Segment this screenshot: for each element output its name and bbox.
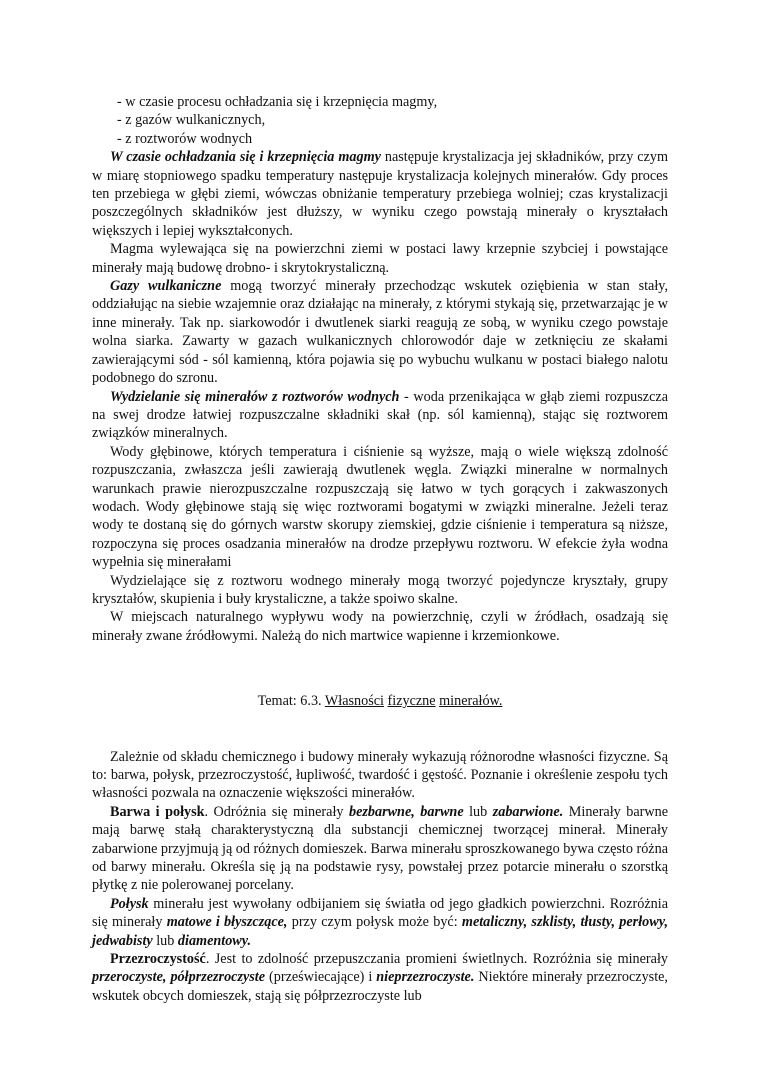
paragraph-text: (przeświecające) i [265, 969, 377, 986]
paragraph-text: lub [463, 803, 493, 820]
list-item: - z roztworów wodnych [117, 130, 253, 147]
title-word: Własności [324, 693, 384, 710]
emphasis: Gazy wulkaniczne [110, 278, 222, 295]
term: Połysk [110, 895, 149, 912]
paragraph-crystals: Wydzielające się z roztworu wodnego minerały mogą tworzyć pojedyncze kryształy, grupy kryształów, skupienia i buły krystaliczne, a także spoiwo skalne. [92, 572, 668, 607]
document-page [92, 93, 668, 1005]
paragraph-intro-properties: Zależnie od składu chemicznego i budowy minerały wykazują różnorodne własności fizyczne. Są to: barwa, połysk, przezroczystość, łupliwość, twardość i gęstość. Poznanie i określenie zespołu tych własności pozwala na oznaczenie większości minerałów. [92, 748, 668, 802]
emphasis: W czasie ochładzania się i krzepnięcia magmy [110, 149, 381, 166]
emphasis: matowe i błyszczące, [166, 914, 288, 931]
emphasis: przeroczyste, półprzezroczyste [92, 969, 266, 986]
paragraph-text: przy czym połysk może być: [287, 914, 462, 931]
emphasis: bezbarwne, barwne [348, 803, 464, 820]
paragraph-text: . Jest to zdolność przepuszczania promieni świetlnych. Rozróżnia się minerały [205, 951, 668, 968]
paragraph-springs: W miejscach naturalnego wypływu wody na powierzchnię, czyli w źródłach, osadzają się minerały zwane źródłowymi. Należą do nich martwice wapienne i krzemionkowe. [92, 609, 668, 644]
paragraph-text: Niektóre minerały przezroczyste, wskutek obcych domieszek, stają się półprzezroczyste lub [92, 969, 668, 1004]
emphasis: Wydzielanie się minerałów z roztworów wodnych [110, 388, 400, 405]
list-item: - z gazów wulkanicznych, [117, 112, 266, 129]
title-word: fizyczne [387, 693, 436, 710]
paragraph-color-luster [92, 803, 668, 895]
title-prefix: Temat: 6.3. [257, 693, 325, 710]
paragraph-text: Minerały barwne mają barwę stałą charakterystyczną dla substancji chemicznej tworzącej minerał. Minerały zabarwione przyjmują ją od różnych domieszek. Barwa minerału sproszkowanego bywa często różna od barwy minerału. Określa się ją na podstawie rysy, powstałej przez potarcie minerału o szorstką płytkę z nie polerowanej porcelany. [92, 803, 668, 894]
paragraph-volcanic-gases [92, 277, 668, 387]
paragraph-text: - woda przenikająca w głąb ziemi rozpuszcza na swej drodze łatwiej rozpuszczalne składniki skał (np. sól kamienną), stając się roztworem związków mineralnych. [92, 388, 668, 442]
emphasis: nieprzezroczyste. [376, 969, 475, 986]
paragraph-lava: Magma wylewająca się na powierzchni ziemi w postaci lawy krzepnie szybciej i powstające minerały mają budowę drobno- i skrytokrystaliczną. [92, 241, 668, 276]
paragraph-luster [92, 895, 668, 950]
term: Barwa i połysk [110, 803, 205, 820]
section-title [92, 692, 668, 710]
emphasis: zabarwione. [492, 803, 564, 820]
formation-list [92, 93, 668, 148]
list-item: - w czasie procesu ochładzania się i krzepnięcia magmy, [117, 94, 438, 110]
emphasis: diamentowy. [177, 932, 252, 949]
paragraph-text: następuje krystalizacja jej składników, przy czym w miarę stopniowego spadku temperatury następuje krystalizacja kolejnych minerałów. Gdy proces ten przebiega w głębi ziemi, wówczas obniżanie temperatury przebiega wolniej; czas krystalizacji poszczególnych składników jest dłuższy, w wyniku czego powstają minerały o kryształach większych i lepiej wykształconych. [92, 149, 668, 239]
paragraph-text: mogą tworzyć minerały przechodząc wskutek oziębienia w stan stały, oddziałując na siebie wzajemnie oraz działając na minerały, z którymi stykają się, przetwarzając je w inne minerały. Tak np. siarkowodór i dwutlenek siarki reagują ze sobą, w wyniku czego powstaje wolna siarka. Zawarty w gazach wulkanicznych chlorowodór daje w zetknięciu ze skałami zawierającymi sód - sól kamienną, która pojawia się po wybuchu wulkanu w postaci białego nalotu podobnego do szronu. [92, 278, 668, 387]
paragraph-text: lub [152, 932, 178, 949]
paragraph-text: . Odróżnia się minerały [204, 803, 349, 820]
paragraph-deep-waters: Wody głębinowe, których temperatura i ciśnienie są wyższe, mają o wiele większą zdolność rozpuszczania, zwłaszcza jeśli zawierają dwutlenek węgla. Związki mineralne w normalnych warunkach prawie nierozpuszczalne rozpuszczają się łatwo w tych gorących i zakwaszonych wodach. Wody głębinowe stają się więc roztworami bogatymi w związki mineralne. Jeżeli teraz wody te dostaną się do górnych warstw skorupy ziemskiej, gdzie ciśnienie i temperatura są niższe, rozpoczyna się proces osadzania minerałów na drodze przepływu roztworu. W efekcie żyła wodna wypełnia się minerałami [92, 443, 668, 571]
paragraph-magma-cooling [92, 148, 668, 240]
paragraph-transparency [92, 950, 668, 1005]
term: Przezroczystość [110, 951, 206, 968]
title-word: minerałów. [439, 693, 503, 710]
paragraph-water-solutions [92, 388, 668, 443]
emphasis: metaliczny, szklisty, tłusty, perłowy, jedwabisty [92, 914, 669, 949]
paragraph-text: minerału jest wywołany odbijaniem się światła od jego gładkich powierzchni. Rozróżnia się minerały [92, 895, 668, 931]
